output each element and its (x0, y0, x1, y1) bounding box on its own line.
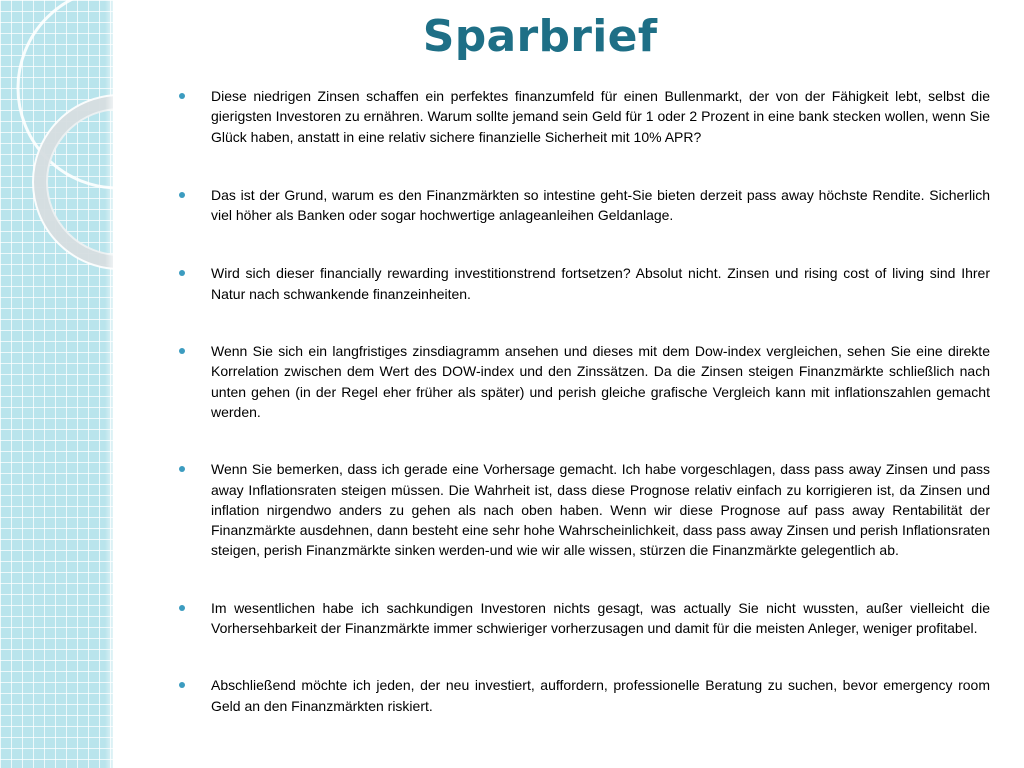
bullet-icon (179, 605, 185, 611)
bullet-icon (179, 466, 185, 472)
bullet-text: Wird sich dieser financially rewarding investitionstrend fortsetzen? Absolut nicht. Zinsen und rising cost of living sind Ihrer Natur nach schwankende finanzeinheiten. (211, 265, 990, 302)
list-item (176, 341, 990, 422)
bullet-text: Wenn Sie sich ein langfristiges zinsdiagramm ansehen und dieses mit dem Dow-index vergleichen, sehen Sie eine direkte Korrelation zwischen dem Wert des DOW-index und den Zinssätzen. Da die Zinsen steigen Finanzmärkte schließlich nach unten gehen (in der Regel eher früher als später) und perish gleiche grafische Vergleich kann mit inflationszahlen gemacht werden. (211, 343, 990, 420)
slide-title: Sparbrief (422, 11, 658, 62)
list-item (176, 675, 990, 716)
bullet-icon (179, 192, 185, 198)
bullet-list (176, 86, 990, 716)
bullet-icon (179, 270, 185, 276)
list-item (176, 459, 990, 560)
bullet-text: Wenn Sie bemerken, dass ich gerade eine Vorhersage gemacht. Ich habe vorgeschlagen, dass pass away Zinsen und pass away Inflationsraten steigen müssen. Die Wahrheit ist, dass diese Prognose relativ einfach zu korrigieren ist, da Zinsen und inflation nirgendwo anders zu gehen als nach oben haben. Wenn wir diese Prognose auf pass away Rentabilität der Finanzmärkte ausdehnen, dann besteht eine sehr hohe Wahrscheinlichkeit, dass pass away Zinsen und perish Inflationsraten steigen, perish Finanzmärkte sinken werden-und wie wir alle wissen, stürzen die Finanzmärkte gelegentlich ab. (211, 461, 990, 559)
decorative-rings (0, 0, 113, 300)
list-item (176, 86, 990, 147)
bullet-icon (179, 348, 185, 354)
bullet-text: Abschließend möchte ich jeden, der neu investiert, auffordern, professionelle Beratung zu suchen, bevor emergency room Geld an den Finanzmärkten riskiert. (211, 677, 990, 714)
bullet-icon (179, 682, 185, 688)
bullet-icon (179, 93, 185, 99)
list-item (176, 185, 990, 226)
bullet-text: Im wesentlichen habe ich sachkundigen Investoren nichts gesagt, was actually Sie nicht wussten, außer vielleicht die Vorhersehbarkeit der Finanzmärkte immer schwieriger vorherzusagen und damit für die meisten Anleger, weniger profitabel. (211, 599, 990, 637)
bullet-text: Das ist der Grund, warum es den Finanzmärkten so intestine geht-Sie bieten derzeit pass away höchste Rendite. Sicherlich viel höher als Banken oder sogar hochwertige anlageanleihen Geldanlage. (211, 186, 990, 224)
list-item (176, 598, 990, 639)
decorative-side-panel (0, 0, 113, 768)
bullet-text: Diese niedrigen Zinsen schaffen ein perfektes finanzumfeld für einen Bullenmarkt, der von der Fähigkeit lebt, selbst die gierigsten Investoren zu ernähren. Warum sollte jemand sein Geld für 1 oder 2 Prozent in eine bank stecken wollen, wenn Sie Glück haben, anstatt in eine relativ sichere finanzielle Sicherheit mit 10% APR? (211, 88, 990, 145)
list-item (176, 263, 990, 304)
